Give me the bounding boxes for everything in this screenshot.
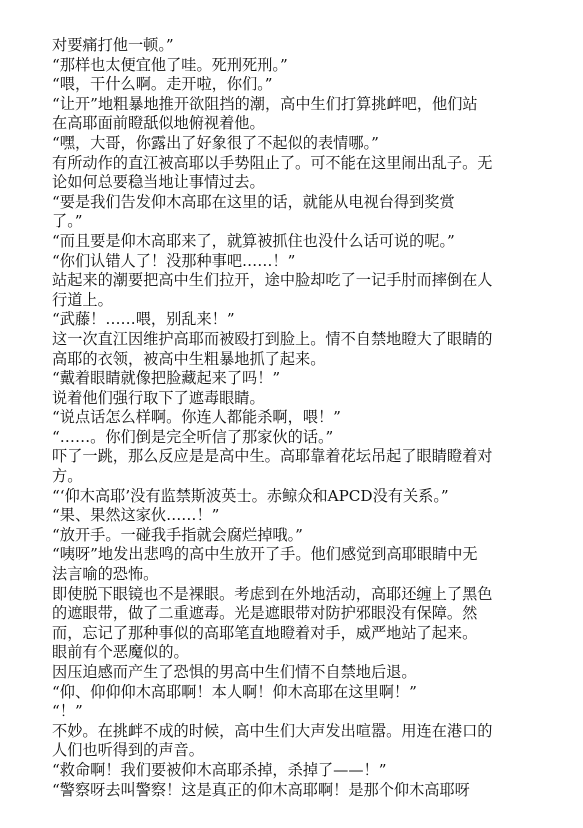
text-line: “那样也太便宜他了哇。死刑死刑。” (52, 55, 288, 74)
text-line: “让开”地粗暴地推开欲阻挡的潮，高中生们打算挑衅吧，他们站 (52, 94, 478, 113)
text-line: 有所动作的直江被高耶以手势阻止了。可不能在这里闹出乱子。无 (52, 153, 493, 172)
text-line: “放开手。一碰我手指就会腐烂掉哦。” (52, 525, 303, 544)
text-line: 即使脱下眼镜也不是裸眼。考虑到在外地活动，高耶还缠上了黑色 (52, 584, 493, 603)
text-line: 在高耶面前瞪舐似地俯视着他。 (52, 114, 265, 133)
text-line: “要是我们告发仰木高耶在这里的话，就能从电视台得到奖赏 (52, 192, 455, 211)
text-line: 人们也听得到的声音。 (52, 741, 204, 760)
text-line: “你们认错人了！没那种事吧……！” (52, 251, 296, 270)
text-line: “嘿，大哥，你露出了好象很了不起似的表情哪。” (52, 133, 379, 152)
text-line: “喂，干什么啊。走开啦，你们。” (52, 75, 273, 94)
text-line: 论如何总要稳当地让事情过去。 (52, 173, 265, 192)
text-line: 法言喻的恐怖。 (52, 565, 159, 584)
text-line: “戴着眼睛就像把脸藏起来了吗！” (52, 369, 281, 388)
text-line: “而且要是仰木高耶来了，就算被抓住也没什么话可说的呢。” (52, 231, 455, 250)
text-line: “警察呀去叫警察！这是真正的仰木高耶啊！是那个仰木高耶呀 (52, 780, 470, 799)
text-line: 说着他们强行取下了遮毒眼睛。 (52, 388, 265, 407)
text-line: 对要痛打他一顿。” (52, 36, 174, 54)
text-line: “‘仰木高耶’没有监禁斯波英士。赤鲸众和APCD没有关系。” (52, 486, 449, 505)
text-line: 了。” (52, 212, 83, 231)
text-line: 因压迫感而产生了恐惧的男高中生们情不自禁地后退。 (52, 663, 417, 681)
text-line: “！” (52, 702, 83, 721)
text-line: 高耶的衣领，被高中生粗暴地抓了起来。 (52, 349, 326, 368)
text-line: “说点话怎么样啊。你连人都能杀啊，喂！” (52, 408, 341, 427)
text-line: “……。你们倒是完全听信了那家伙的话。” (52, 427, 334, 446)
text-line: “咦呀”地发出悲鸣的高中生放开了手。他们感觉到高耶眼睛中无 (52, 545, 478, 564)
text-line: 站起来的潮要把高中生们拉开，途中脸却吃了一记手肘而摔倒在人 (52, 271, 493, 290)
text-line: 而，忘记了那种事似的高耶笔直地瞪着对手，威严地站了起来。 (52, 623, 478, 642)
text-line: 方。 (52, 467, 83, 486)
text-line: 眼前有个恶魔似的。 (52, 643, 189, 662)
text-line: “果、果然这家伙……！” (52, 506, 220, 525)
text-line: 吓了一跳，那么反应是是高中生。高耶靠着花坛吊起了眼睛瞪着对 (52, 447, 493, 466)
text-line: 行道上。 (52, 290, 113, 309)
text-line: 这一次直江因维护高耶而被殴打到脸上。情不自禁地瞪大了眼睛的 (52, 329, 493, 348)
text-line: “救命啊！我们要被仰木高耶杀掉，杀掉了——！” (52, 760, 387, 779)
text-line: “武藤！……喂，别乱来！” (52, 310, 235, 329)
text-line: “仰、仰仰仰木高耶啊！本人啊！仰木高耶在这里啊！” (52, 682, 417, 701)
text-line: 不妙。在挑衅不成的时候，高中生们大声发出喧嚣。用连在港口的 (52, 721, 493, 740)
text-line: 的遮眼带，做了二重遮毒。光是遮眼带对防护邪眼没有保障。然 (52, 604, 478, 623)
document-page (52, 36, 552, 800)
